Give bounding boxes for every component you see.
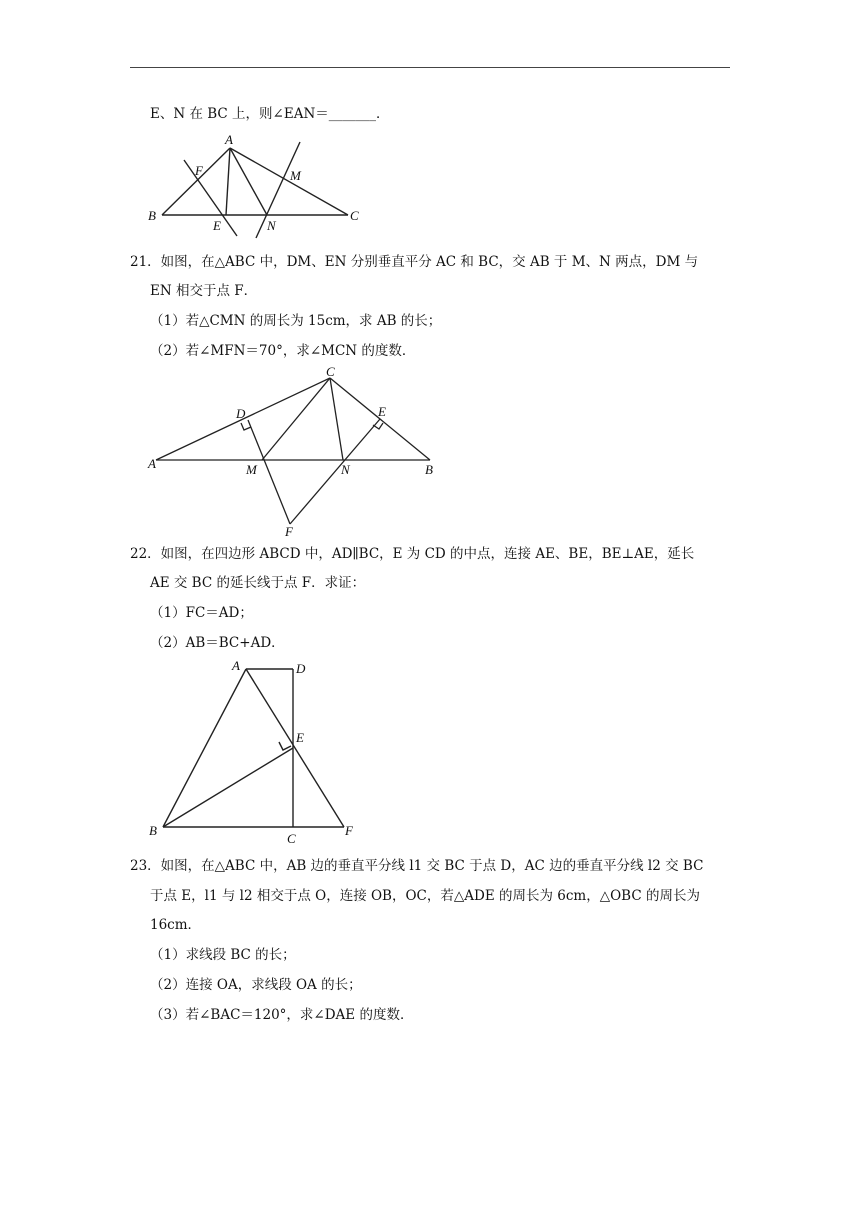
fig21-label-e: E — [378, 404, 386, 419]
q21-line2: EN 相交于点 F． — [150, 283, 258, 299]
fig22-label-c: C — [287, 831, 296, 846]
fig21-label-c: C — [326, 364, 335, 379]
q22-line2: AE 交 BC 的延长线于点 F．求证： — [150, 575, 366, 591]
fig20-label-c: C — [350, 208, 359, 223]
fig21-label-m: M — [246, 462, 257, 477]
q21-part1: （1）若△CMN 的周长为 15cm，求 AB 的长； — [150, 313, 442, 329]
fig20-label-f: F — [195, 163, 203, 178]
q23-line3: 16cm． — [150, 917, 202, 933]
q20-text: E、N 在 BC 上，则∠EAN＝_______． — [150, 106, 390, 122]
q23-part3: （3）若∠BAC＝120°，求∠DAE 的度数． — [150, 1007, 414, 1023]
figure-q22 — [140, 655, 370, 847]
q22-line1: 22．如图，在四边形 ABCD 中，AD∥BC，E 为 CD 的中点，连接 AE、BE，BE⊥AE，延长 — [130, 546, 695, 562]
fig21-label-d: D — [236, 406, 246, 421]
fig21-label-f: F — [285, 524, 293, 539]
fig20-label-b: B — [148, 208, 156, 223]
q22-part1: （1）FC＝AD； — [150, 605, 253, 621]
q23-line2: 于点 E，l1 与 l2 相交于点 O，连接 OB，OC，若△ADE 的周长为 6cm，△OBC 的周长为 — [150, 888, 700, 904]
header-rule — [130, 67, 730, 68]
fig21-label-n: N — [341, 462, 350, 477]
fig22-label-a: A — [232, 658, 240, 673]
q21-line1: 21．如图，在△ABC 中，DM、EN 分别垂直平分 AC 和 BC，交 AB 于 M、N 两点，DM 与 — [130, 254, 699, 270]
fig22-label-d: D — [296, 661, 306, 676]
fig21-label-b: B — [425, 462, 433, 477]
fig21-label-a: A — [148, 456, 156, 471]
fig20-label-m: M — [290, 168, 301, 183]
q21-part2: （2）若∠MFN＝70°，求∠MCN 的度数． — [150, 343, 416, 359]
figure-q21 — [140, 364, 450, 540]
q23-part2: （2）连接 OA，求线段 OA 的长； — [150, 977, 362, 993]
q23-part1: （1）求线段 BC 的长； — [150, 947, 296, 963]
figure-q20 — [140, 130, 370, 242]
q23-line1: 23．如图，在△ABC 中，AB 边的垂直平分线 l1 交 BC 于点 D，AC 边的垂直平分线 l2 交 BC — [130, 858, 704, 874]
fig20-label-e: E — [213, 218, 221, 233]
fig20-label-n: N — [267, 218, 276, 233]
q22-part2: （2）AB＝BC+AD． — [150, 635, 285, 651]
fig22-label-b: B — [149, 823, 157, 838]
fig22-label-e: E — [296, 730, 304, 745]
fig22-label-f: F — [345, 823, 353, 838]
fig20-label-a: A — [225, 132, 233, 147]
